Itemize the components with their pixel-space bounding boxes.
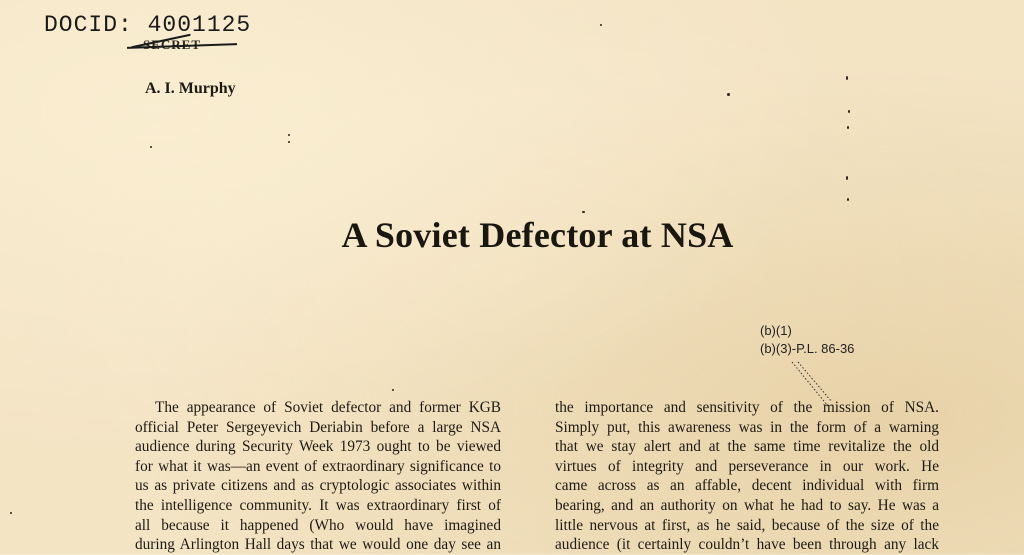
exemption-code: (b)(3)-P.L. 86-36 <box>760 341 855 356</box>
author-name: A. I. Murphy <box>145 80 236 97</box>
body-text-line: Simply put, this awareness was in the form of a warning <box>555 418 939 436</box>
body-text-line: bearing, and an authority on what he had to say. He was a <box>555 496 939 514</box>
body-text-line: for what it was—an event of extraordinary significance to <box>135 457 501 475</box>
body-text-line: audience (it certainly couldn’t have been through any lack <box>555 536 939 554</box>
exemption-code: (b)(1) <box>760 323 792 338</box>
body-text-line: came across as an affable, decent individual with firm <box>555 477 939 495</box>
dust-speck <box>848 110 850 113</box>
dust-speck <box>600 24 602 26</box>
docid-stamp: DOCID: 4001125 <box>44 12 252 38</box>
classification-marking <box>143 37 201 53</box>
dust-speck <box>846 176 848 180</box>
body-text-line: the intelligence community. It was extraordinary first of <box>135 496 501 514</box>
body-text-line: audience during Security Week 1973 ought to be viewed <box>135 438 501 456</box>
dust-speck <box>392 389 394 391</box>
article-title: A Soviet Defector at NSA <box>341 215 734 255</box>
body-column-right <box>555 398 939 555</box>
exemption-markings <box>760 322 854 358</box>
dust-speck <box>288 134 290 136</box>
dust-speck <box>150 146 152 148</box>
dust-speck <box>847 198 849 201</box>
body-text-line: virtues of integrity and perseverance in our work. He <box>555 457 939 475</box>
body-column-left <box>135 398 501 555</box>
body-text-line: The appearance of Soviet defector and former KGB <box>155 399 501 416</box>
dust-speck <box>847 126 849 129</box>
body-text-line: us as private citizens and as cryptologic associates within <box>135 477 501 495</box>
dust-speck <box>10 512 12 514</box>
body-text-line: that we stay alert and at the same time revitalize the old <box>555 438 939 456</box>
dust-speck <box>846 76 848 80</box>
dust-speck <box>288 141 290 143</box>
dust-speck <box>727 93 730 96</box>
body-text-line: the importance and sensitivity of the mission of NSA. <box>555 399 939 416</box>
body-text-line: official Peter Sergeyevich Deriabin before a large NSA <box>135 418 501 436</box>
body-text-line: little nervous at first, as he said, because of the size of the <box>555 516 939 534</box>
dust-speck <box>582 211 585 213</box>
body-text-line: all because it happened (Who would have imagined <box>135 516 501 534</box>
body-text-line: during Arlington Hall days that we would one day see an <box>135 536 501 554</box>
